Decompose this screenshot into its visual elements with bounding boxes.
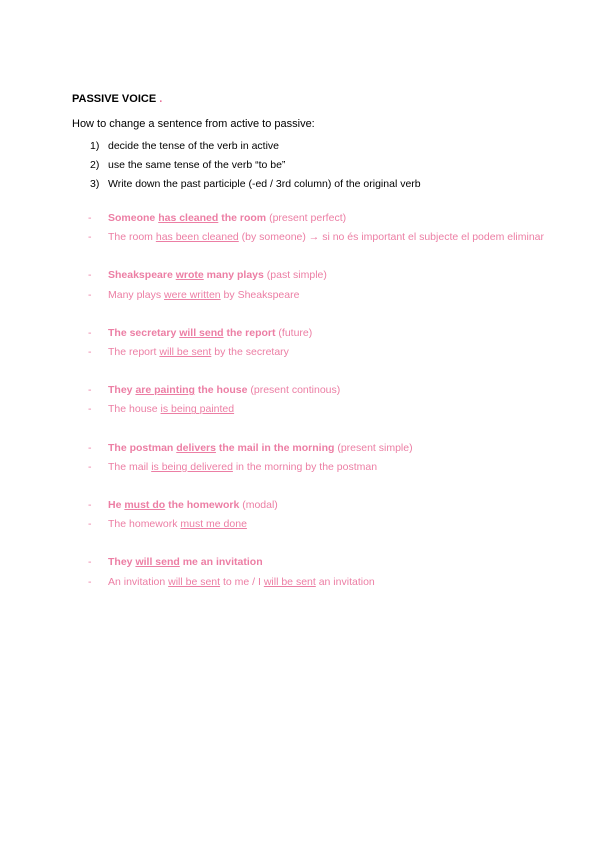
active-verb: are painting [135, 384, 195, 397]
tense-note: (modal) [239, 499, 278, 512]
passive-rest: by the secretary [211, 346, 289, 359]
tense-note: (present simple) [334, 441, 413, 454]
passive-rest: in the morning by the postman [232, 460, 378, 473]
passive-sentence [88, 343, 548, 362]
passive-verb-alt: will be sent [263, 575, 316, 588]
object: the report [223, 326, 276, 339]
passive-rest: by Sheakspeare [220, 288, 300, 301]
subject: The secretary [108, 326, 180, 339]
passive-sentence [88, 458, 548, 477]
bullet-dash: - [88, 499, 92, 512]
passive-subject: The report [108, 346, 160, 359]
example-pair [88, 324, 548, 362]
object: the mail in the morning [215, 441, 335, 454]
passive-verb: will be sent [159, 346, 212, 359]
active-verb: must do [124, 499, 166, 512]
bullet-dash: - [88, 269, 92, 282]
passive-subject: The house [108, 403, 161, 416]
active-sentence [88, 381, 548, 400]
step-text: use the same tense of the verb “to be” [108, 159, 286, 171]
bullet-dash: - [88, 441, 92, 454]
example-pair [88, 553, 548, 591]
subject: Someone [108, 212, 159, 224]
tense-note: (present continous) [247, 384, 341, 397]
bullet-dash: - [88, 212, 92, 224]
passive-verb: has been cleaned [155, 231, 239, 244]
example-pair [88, 496, 548, 534]
passive-verb: is being delivered [151, 460, 233, 473]
bullet-dash: - [88, 288, 92, 301]
passive-verb: must me done [180, 518, 247, 531]
active-verb: wrote [175, 269, 204, 282]
bullet-dash: - [88, 231, 92, 244]
bullet-dash: - [88, 326, 92, 339]
active-sentence [88, 324, 548, 343]
passive-subject: Many plays [108, 288, 165, 301]
example-pair [88, 381, 548, 419]
example-pair [88, 439, 548, 477]
bullet-dash: - [88, 460, 92, 473]
passive-subject: An invitation [108, 575, 169, 588]
subject: They [108, 384, 136, 397]
passive-subject: The mail [108, 460, 152, 473]
bullet-dash: - [88, 575, 92, 588]
step-text: Write down the past participle (-ed / 3rd column) of the original verb [108, 178, 421, 190]
step-number: 1) [90, 140, 100, 152]
passive-sentence [88, 228, 548, 247]
passive-sentence [88, 515, 548, 534]
tense-note: (present perfect) [266, 212, 347, 224]
example-pair [88, 209, 548, 247]
page-title [72, 93, 162, 105]
step-number: 2) [90, 159, 100, 171]
passive-verb: will be sent [168, 575, 221, 588]
active-sentence [88, 496, 548, 515]
object: me an invitation [179, 556, 263, 569]
subject: The postman [108, 441, 177, 454]
passive-sentence [88, 573, 548, 592]
subject: He [108, 499, 125, 512]
intro-text: How to change a sentence from active to passive: [72, 118, 315, 130]
step-item [90, 137, 421, 156]
passive-subject: The room [108, 231, 156, 244]
passive-rest-alt: an invitation [315, 575, 375, 588]
step-item [90, 156, 421, 175]
subject: Sheakspeare [108, 269, 176, 282]
step-item [90, 175, 421, 194]
active-sentence [88, 209, 548, 228]
passive-sentence [88, 400, 548, 419]
passive-subject: The homework [108, 518, 181, 531]
example-pair [88, 266, 548, 304]
object: the homework [165, 499, 240, 512]
active-verb: will send [179, 326, 224, 339]
object: the room [218, 212, 267, 224]
subject: They [108, 556, 136, 569]
active-sentence [88, 553, 548, 572]
bullet-dash: - [88, 346, 92, 359]
active-verb: will send [135, 556, 180, 569]
object: the house [194, 384, 248, 397]
bullet-dash: - [88, 518, 92, 531]
title-dot: . [159, 93, 163, 105]
bullet-dash: - [88, 556, 92, 569]
step-number: 3) [90, 178, 100, 190]
title-text: PASSIVE VOICE [72, 93, 157, 105]
steps-list [90, 137, 421, 194]
bullet-dash: - [88, 403, 92, 416]
object: many plays [203, 269, 264, 282]
active-sentence [88, 439, 548, 458]
examples-list [88, 209, 548, 611]
passive-verb: were written [164, 288, 221, 301]
passive-rest: to me / I [220, 575, 264, 588]
passive-sentence [88, 286, 548, 305]
step-text: decide the tense of the verb in active [108, 140, 280, 152]
bullet-dash: - [88, 384, 92, 397]
passive-verb: is being painted [160, 403, 235, 416]
active-verb: has cleaned [158, 212, 219, 224]
active-sentence [88, 266, 548, 285]
passive-rest: (by someone) → si no és important el subjecte el podem eliminar [238, 231, 544, 244]
tense-note: (past simple) [263, 269, 327, 282]
tense-note: (future) [275, 326, 313, 339]
active-verb: delivers [176, 441, 216, 454]
